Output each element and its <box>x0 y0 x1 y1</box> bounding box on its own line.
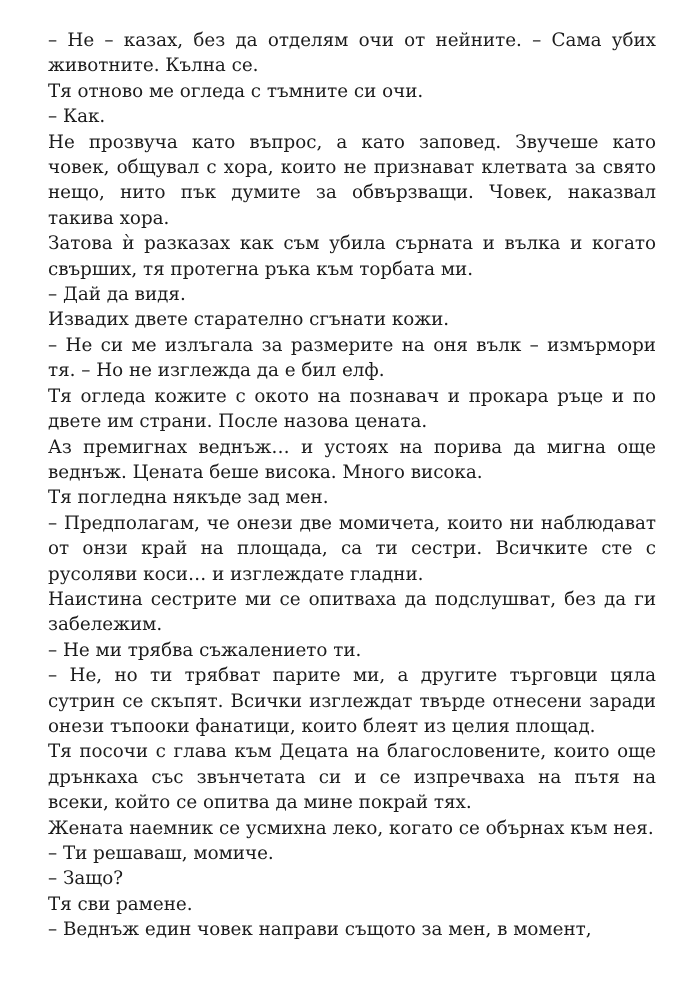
paragraph: Тя погледна някъде зад мен. <box>48 487 329 509</box>
paragraph: – Веднъж един човек направи същото за мен, в момент, <box>48 919 592 941</box>
paragraph: – Не, но ти трябват парите ми, а другите търговци цяла сутрин се скъпят. Всички изглеждат твърде отнесени заради онези тъпооки фанатици, които блеят из целия площад. <box>48 665 656 737</box>
paragraph: Тя отново ме огледа с тъмните си очи. <box>48 80 424 102</box>
paragraph: – Как. <box>48 106 106 128</box>
paragraph: – Не си ме излъгала за размерите на оня вълк – измърмори тя. – Но не изглежда да е бил елф. <box>48 334 656 382</box>
paragraph: Не прозвуча като въпрос, а като заповед. Звучеше като човек, общувал с хора, които не признават клетвата за свято нещо, нито пък думите за обвързващи. Човек, наказвал такива хора. <box>48 131 656 229</box>
paragraph: Затова ѝ разказах как съм убила сърната и вълка и когато свърших, тя протегна ръка към торбата ми. <box>48 233 656 280</box>
paragraph: Тя сви рамене. <box>48 893 193 915</box>
paragraph: Тя посочи с глава към Децата на благословените, които още дрънкаха със звънчетата си и се изпречваха на пътя на всеки, който се опитва да мине покрай тях. <box>48 741 656 814</box>
paragraph: – Не – казах, без да отделям очи от нейните. – Сама убих животните. Кълна се. <box>48 30 656 77</box>
paragraph: – Ти решаваш, момиче. <box>48 843 274 864</box>
paragraph: Наистина сестрите ми се опитваха да подслушват, без да ги забележим. <box>48 588 656 636</box>
paragraph: – Предполагам, че онези две момичета, които ни наблюдават от онзи край на площада, са ти сестри. Всичките сте с русоляви коси… и изглеждате гладни. <box>48 512 656 585</box>
paragraph: – Защо? <box>48 868 124 890</box>
paragraph: Извадих двете старателно сгънати кожи. <box>48 309 450 331</box>
paragraph: Жената наемник се усмихна леко, когато се обърнах към нея. <box>48 817 654 839</box>
paragraph: – Дай да видя. <box>48 284 186 306</box>
paragraph: Тя огледа кожите с окото на познавач и прокара ръце и по двете им страни. После назова цената. <box>48 385 656 433</box>
paragraph: – Не ми трябва съжалението ти. <box>48 639 362 661</box>
paragraph: Аз премигнах веднъж… и устоях на порива да мигна още веднъж. Цената беше висока. Много висока. <box>48 436 656 483</box>
